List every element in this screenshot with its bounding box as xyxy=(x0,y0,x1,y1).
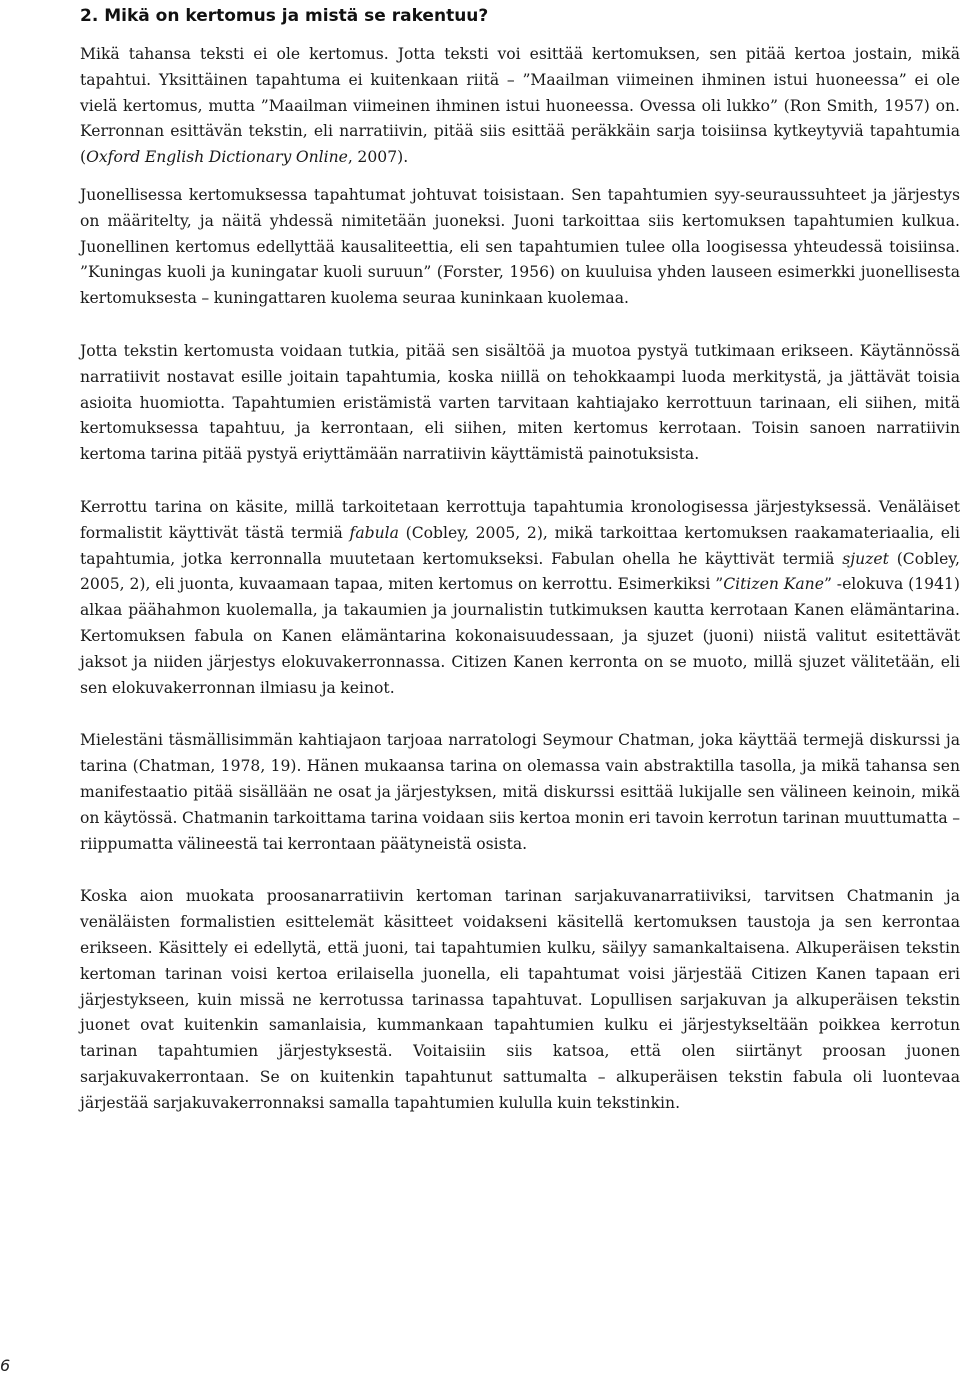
paragraph-1 xyxy=(80,42,960,171)
text-run: (Cobley, 2005, 2), eli juonta, kuvaamaan tapaa, miten kertomus on kerrottu. Esimerkiksi ” xyxy=(80,549,960,594)
text-run: Kerrottu tarina on käsite, millä tarkoitetaan kerrottuja tapahtumia kronologisessa järjestyksessä. Venäläiset formalistit käyttivät tästä termiä xyxy=(80,497,960,542)
paragraph-4 xyxy=(80,495,960,701)
italic-term: Oxford English Dictionary Online xyxy=(86,148,348,167)
text-run: Mikä tahansa teksti ei ole kertomus. Jotta teksti voi esittää kertomuksen, sen pitää kertoa jostain, mikä tapahtui. Yksittäinen tapahtuma ei kuitenkaan riitä – ”Maailman viimeinen ihminen istui huoneessa” ei ole vielä kertomus, mutta ”Maailman viimeinen ihminen istui huoneessa. Ovessa oli lukko” (Ron Smith, 1957) on. Kerronnan esittävän tekstin, eli narratiivin, pitää siis esittää peräkkäin sarja toisiinsa kytkeytyviä tapahtumia ( xyxy=(80,45,960,167)
text-run: Koska aion muokata proosanarratiivin kertoman tarinan sarjakuvanarratiiviksi, tarvitsen Chatmanin ja venäläisten formalistien esittelemät käsitteet voidakseni käsitellä kertomuksen taustoja ja sen kerrontaa erikseen. Käsittely ei edellytä, että juoni, tai tapahtumien kulku, säilyy samankaltaisena. Alkuperäisen tekstin kertoman tarinan voisi kertoa erilaisella juonella, eli tapahtumat voisi järjestää Citizen Kanen tapaan eri järjestykseen, kuin missä ne kerrotussa tarinassa tapahtuvat. Lopullisen sarjakuvan ja alkuperäisen tekstin juonet ovat kuitenkin samanlaisia, kummankaan tapahtumien kulku ei järjestykseltään poikkea kerrotun tarinan tapahtumien järjestyksestä. Voitaisiin siis katsoa, että olen siirtänyt proosan juonen sarjakuvakerrontaan. Se on kuitenkin tapahtunut sattumalta – alkuperäisen tekstin fabula oli luontevaa järjestää sarjakuvakerronnaksi samalla tapahtumien kululla kuin tekstinkin. xyxy=(80,887,960,1112)
italic-term: sjuzet xyxy=(842,549,889,568)
paragraph-3 xyxy=(80,339,960,468)
italic-term: fabula xyxy=(349,523,399,542)
italic-term: Citizen Kane xyxy=(723,575,824,594)
text-run: Jotta tekstin kertomusta voidaan tutkia, pitää sen sisältöä ja muotoa pystyä tutkimaan erikseen. Käytännössä narratiivit nostavat esille joitain tapahtumia, koska niillä on tehokkaampi luoda merkitystä, ja jättävät toisia asioita huomiotta. Tapahtumien eristämistä varten tarvitaan kahtiajako kerrottuun tarinaan, eli siihen, mitä kertomuksessa tapahtuu, ja kerrontaan, eli siihen, miten kertomus kerrotaan. Toisin sanoen narratiivin kertoma tarina pitää pystyä eriyttämään narratiivin käyttämistä painotuksista. xyxy=(80,341,960,464)
text-run: , 2007). xyxy=(347,148,409,167)
paragraph-5 xyxy=(80,728,960,857)
page-number: 6 xyxy=(0,1356,11,1375)
document-page xyxy=(80,4,960,1116)
paragraph-2 xyxy=(80,183,960,312)
section-heading: 2. Mikä on kertomus ja mistä se rakentuu? xyxy=(80,6,489,26)
text-run: Juonellisessa kertomuksessa tapahtumat johtuvat toisistaan. Sen tapahtumien syy-seuraussuhteet ja järjestys on määritelty, ja näitä yhdessä nimitetään juoneksi. Juoni tarkoittaa siis kertomuksen tapahtumien kulkua. Juonellinen kertomus edellyttää kausaliteettia, eli sen tapahtumien tulee olla loogisessa yhteudessä toisiinsa. ”Kuningas kuoli ja kuningatar kuoli suruun” (Forster, 1956) on kuuluisa yhden lauseen esimerkki juonellisesta kertomuksesta – kuningattaren kuolema seuraa kuninkaan kuolemaa. xyxy=(80,185,960,308)
text-run: (Cobley, 2005, 2), mikä tarkoittaa kertomuksen raakamateriaalia, eli tapahtumia, jotka kerronnalla muutetaan kertomukseksi. Fabulan ohella he käyttivät termiä xyxy=(80,523,960,568)
paragraph-6 xyxy=(80,884,960,1116)
body-text xyxy=(80,42,960,1116)
text-run: ” -elokuva (1941) alkaa päähahmon kuolemalla, ja takaumien ja journalistin tutkimuksen kautta kerrotaan Kanen elämäntarina. Kertomuksen fabula on Kanen elämäntarina kokonaisuudessaan, ja sjuzet (juoni) niistä valitut esitettävät jaksot ja niiden järjestys elokuvakerronnassa. Citizen Kanen kerronta on se muoto, millä sjuzet välitetään, eli sen elokuvakerronnan ilmiasu ja keinot. xyxy=(80,575,960,697)
text-run: Mielestäni täsmällisimmän kahtiajaon tarjoaa narratologi Seymour Chatman, joka käyttää termejä diskurssi ja tarina (Chatman, 1978, 19). Hänen mukaansa tarina on olemassa vain abstraktilla tasolla, ja mikä tahansa sen manifestaatio pitää sisällään ne osat ja järjestyksen, mitä diskurssi esittää lukijalle sen välineen keinoin, mikä on käytössä. Chatmanin tarkoittama tarina voidaan siis kertoa monin eri tavoin kerrotun tarinan muuttumatta – riippumatta välineestä tai kerrontaan päätyneistä osista. xyxy=(80,731,960,853)
